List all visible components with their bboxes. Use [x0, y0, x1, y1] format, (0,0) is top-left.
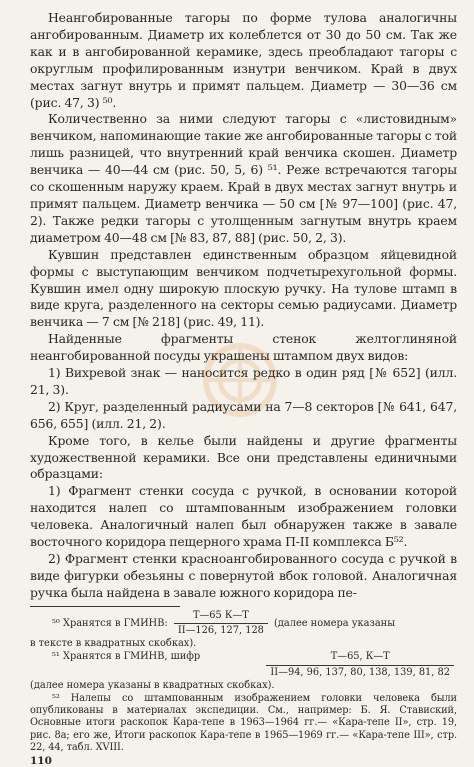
- page: [30, 10, 457, 767]
- cipher-denominator: II—126, 127, 128: [177, 624, 264, 636]
- list-item: 2) Фрагмент стенки красноангобированного сосуда с ручкой в виде фигурки обезьяны с повернутой вбок головой. Аналогичная ручка была найдена в завале южного коридора пе-: [30, 551, 457, 600]
- footnote-50-tail: (далее номера указаны: [274, 617, 395, 629]
- page-number: 110: [30, 754, 52, 767]
- footnote-51-label: ⁵¹ Хранятся в ГМИНВ, шифр: [52, 651, 201, 663]
- footnote-51-cipher: [266, 651, 454, 678]
- footnotes: [30, 610, 457, 754]
- footnote-51: [30, 651, 457, 678]
- cipher-numerator: Т—65 К—Т: [174, 610, 268, 624]
- footnote-50-continuation: в тексте в квадратных скобках).: [30, 638, 197, 650]
- paragraph: Кувшин представлен единственным образцом яйцевидной формы с выступающим венчиком подчетырехугольной формы. Кувшин имел одну широкую плоскую ручку. На тулове штамп в виде круга, разделенного на секторы семью радиусами. Диаметр венчика — 7 см [№ 218] (рис. 49, 11).: [30, 246, 457, 330]
- list-item: 2) Круг, разделенный радиусами на 7—8 секторов [№ 641, 647, 656, 655] (илл. 21, 2).: [30, 398, 457, 431]
- paragraph: Кроме того, в келье были найдены и другие фрагменты художественной керамики. Все они представлены единичными образцами:: [30, 432, 457, 482]
- cipher-numerator: Т—65, К—Т: [266, 651, 454, 665]
- paragraph: Неангобированные тагоры по форме тулова аналогичны ангобированным. Диаметр их колеблется от 30 до 50 см. Так же как и в ангобированной керамике, здесь преобладают тагоры с округлым профилированным изнутри венчиком. Край в двух местах загнут внутрь и примят пальцем. Диаметр — 30—36 см (рис. 47, 3) ⁵⁰.: [30, 10, 457, 110]
- paragraph: Найденные фрагменты стенок желтоглиняной неангобированной посуды украшены штампом двух видов:: [30, 331, 457, 364]
- footnote-divider: [30, 606, 180, 607]
- paragraph: Количественно за ними следуют тагоры с «листовидным» венчиком, напоминающие такие же ангобированные тагоры с той лишь разницей, что внутренний край венчика скошен. Диаметр венчика — 40—44 см (рис. 50, 5, 6) ⁵¹. Реже встречаются тагоры со скошенным наружу краем. Край в двух местах загнут внутрь и примят пальцем. Диаметр венчика — 50 см [№ 97—100] (рис. 47, 2). Также редки тагоры с утолщенным загнутым внутрь краем диаметром 40—48 см [№ 83, 87, 88] (рис. 50, 2, 3).: [30, 111, 457, 245]
- cipher-denominator: II—94, 96, 137, 80, 138, 139, 81, 82: [270, 666, 450, 678]
- list-item: 1) Фрагмент стенки сосуда с ручкой, в основании которой находится налеп со штампованным изображением головки человека. Аналогичный налеп был обнаружен также в завале восточного коридора пещерного храма П-II комплекса Б⁵².: [30, 483, 457, 550]
- footnote-51-continuation: (далее номера указаны в квадратных скобках).: [30, 679, 275, 691]
- footnote-52: ⁵² Налепы со штампованным изображением головки человека были опубликованы в материалах экспедиции. См., например: Б. Я. Ставиский, Основные итоги раскопок Кара-тепе в 1963—1964 гг.— «Кара-тепе II», стр. 19, рис. 8а; его же, Итоги раскопок Кара-тепе в 1965—1969 гг.— «Кара-тепе III», стр. 22, 44, табл. XVIII.: [30, 692, 457, 753]
- body-text: [30, 10, 457, 602]
- footnote-50-cipher: [174, 610, 268, 637]
- footnote-50: [30, 610, 457, 637]
- footnote-50-label: ⁵⁰ Хранятся в ГМИНВ:: [52, 617, 168, 629]
- list-item: 1) Вихревой знак — наносится редко в один ряд [№ 652] (илл. 21, 3).: [30, 365, 457, 397]
